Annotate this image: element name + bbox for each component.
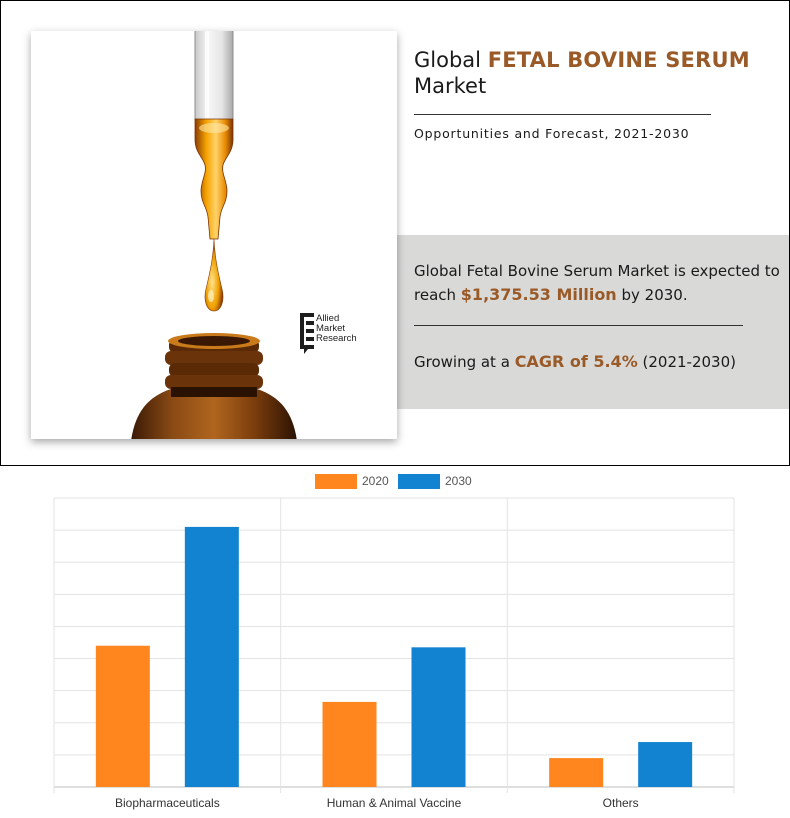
bar-2030-0 xyxy=(185,527,239,787)
page-title xyxy=(414,47,774,99)
legend-swatch-2030 xyxy=(398,474,440,489)
bar-2020-0 xyxy=(96,646,150,787)
title-accent: FETAL BOVINE SERUM xyxy=(487,48,750,72)
cagr-period: (2021-2030) xyxy=(642,353,736,371)
title-prefix: Global xyxy=(414,48,481,72)
serum-dropper-photo xyxy=(31,31,397,439)
logo-mark-icon xyxy=(298,311,316,355)
logo-text-line: Research xyxy=(316,333,357,344)
legend-label-2020: 2020 xyxy=(362,474,389,488)
cagr-text: Growing at a xyxy=(414,353,510,371)
allied-market-research-logo xyxy=(298,311,378,355)
bar-2030-2 xyxy=(638,742,692,787)
bar-2020-2 xyxy=(549,758,603,787)
market-size-statement xyxy=(414,260,784,307)
logo-text-line: Market xyxy=(316,323,346,334)
bar-2020-1 xyxy=(323,702,377,787)
logo-text-line: Allied xyxy=(316,313,340,324)
stat-divider xyxy=(414,325,743,326)
page-subtitle: Opportunities and Forecast, 2021-2030 xyxy=(414,126,690,141)
chart-legend xyxy=(0,473,790,491)
cagr-value: CAGR of 5.4% xyxy=(514,352,638,371)
legend-swatch-2020 xyxy=(315,474,357,489)
bar-2030-1 xyxy=(412,647,466,787)
legend-label-2030: 2030 xyxy=(445,474,472,488)
title-divider xyxy=(414,114,711,115)
market-size-value: $1,375.53 Million xyxy=(460,285,617,304)
dropper-bottle-illustration xyxy=(31,31,397,439)
x-tick-label: Others xyxy=(602,796,639,810)
bar-chart xyxy=(0,490,790,818)
x-tick-label: Human & Animal Vaccine xyxy=(326,796,462,810)
market-size-year: by 2030. xyxy=(621,286,688,304)
cagr-statement xyxy=(414,350,784,374)
x-tick-label: Biopharmaceuticals xyxy=(114,796,220,810)
market-size-text: Global Fetal Bovine Serum Market is expected to reach xyxy=(414,262,780,304)
title-suffix: Market xyxy=(414,74,487,98)
